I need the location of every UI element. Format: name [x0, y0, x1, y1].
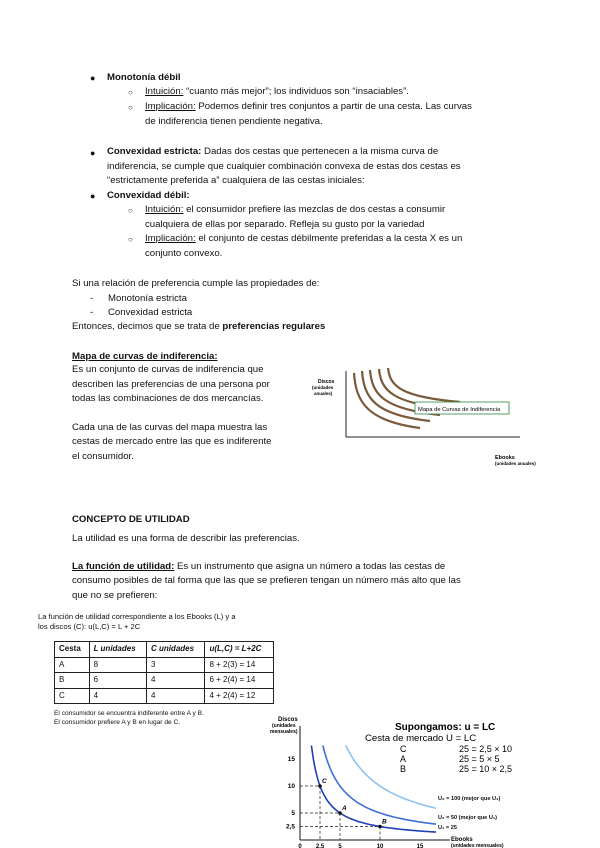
point-label-a: A: [342, 805, 347, 812]
table-cell: 4 + 2(4) = 12: [205, 688, 274, 704]
table-header-cell: u(L,C) = L+2C: [205, 642, 274, 658]
regulares-item-1: Monotonía estricta: [108, 293, 187, 304]
y-tick-label: 10: [287, 783, 295, 790]
mapa-p1-2: describen las preferencias de una persona por: [72, 379, 270, 390]
tabla-caption-2: los discos (C): u(L,C) = L + 2C: [38, 622, 141, 631]
dash-bullet: -: [90, 293, 94, 304]
curve-u1: [311, 746, 436, 833]
map-ylabel-2: (unidades: [312, 385, 334, 390]
table-cell: 4: [89, 688, 146, 704]
regulares-item-2: Convexidad estricta: [108, 307, 193, 318]
table-row: [55, 657, 274, 673]
convexidad-debil-item-1: Intuición: el consumidor prefiere las mezclas de dos cestas a consumir: [145, 204, 446, 215]
x-tick-label: 0: [298, 844, 302, 848]
convexidad-debil-item-1-cont: cualquiera de ellas por separado. Refleja su gusto por la variedad: [145, 219, 425, 230]
map-xlabel-1: Ebooks: [495, 455, 515, 461]
mapa-p2-1: Cada una de las curvas del mapa muestra las: [72, 422, 268, 433]
bullet-icon: ●: [90, 191, 96, 201]
regulares-intro: Si una relación de preferencia cumple las propiedades de:: [72, 278, 320, 289]
monotonia-item-1: Intuición: “cuanto más mejor”; los individuos son “insaciables”.: [145, 86, 409, 97]
curve-label-u2: U₂ = 50 (mejor que U₁): [438, 815, 498, 821]
table-cell: 8: [89, 657, 146, 673]
map-ylabel-3: anuales): [314, 391, 333, 396]
table-header-row: [55, 642, 274, 658]
x-tick-label: 2,5: [315, 844, 325, 848]
curve-label-u3: U₃ = 100 (mejor que U₂): [438, 796, 501, 802]
cesta-header: Cesta de mercado U = LC: [365, 733, 477, 744]
table-header-cell: L unidades: [89, 642, 146, 658]
monotonia-item-2: Implicación: Podemos definir tres conjuntos a partir de una cesta. Las curvas: [145, 101, 472, 112]
convexidad-estricta-line-2: indiferencia, se cumple que cualquier combinación convexa de estas dos cestas es: [107, 161, 461, 172]
dash-bullet: -: [90, 307, 94, 318]
circle-bullet-icon: ○: [128, 103, 133, 112]
table-row: [55, 688, 274, 704]
convexidad-debil-title: Convexidad débil:: [107, 190, 190, 201]
suponer-label: Supongamos: u = LC: [395, 722, 496, 733]
map-box-label: Mapa de Curvas de Indiferencia: [418, 407, 501, 413]
table-cell: 6 + 2(4) = 14: [205, 673, 274, 689]
tabla-note-2: El consumidor prefiere A y B en lugar de C.: [54, 719, 181, 726]
map-ylabel-1: Discos: [318, 379, 335, 385]
tabla-note-1: El consumidor se encuentra indiferente entre A y B.: [54, 710, 204, 717]
convexidad-debil-item-2-cont: conjunto convexo.: [145, 248, 223, 259]
cesta-b-eq: 25 = 10 × 2,5: [459, 764, 513, 774]
mapa-p1-3: todas las combinaciones de dos mercancías.: [72, 393, 264, 404]
table-cell: B: [55, 673, 90, 689]
x-tick-label: 5: [338, 844, 342, 848]
chart-xlabel-1: Ebooks: [451, 837, 473, 843]
mapa-heading: Mapa de curvas de indiferencia:: [72, 351, 218, 362]
tabla-caption-1: La función de utilidad correspondiente a los Ebooks (L) y a: [38, 612, 236, 621]
table-cell: A: [55, 657, 90, 673]
circle-bullet-icon: ○: [128, 88, 133, 97]
monotonia-title: Monotonía débil: [107, 72, 181, 83]
chart-xlabel-2: (unidades mensuales): [451, 843, 504, 848]
table-cell: 4: [146, 688, 205, 704]
y-tick-label: 15: [287, 756, 295, 763]
indifference-map-figure: [310, 365, 536, 473]
cesta-c-name: C: [400, 744, 407, 754]
x-tick-label: 15: [416, 844, 424, 848]
bullet-icon: ●: [90, 148, 96, 158]
table-cell: 3: [146, 657, 205, 673]
table-cell: 6: [89, 673, 146, 689]
chart-ylabel-3: mensuales): [270, 729, 298, 735]
cesta-a-name: A: [400, 754, 407, 764]
circle-bullet-icon: ○: [128, 235, 133, 244]
map-xlabel-2: (unidades anuales): [495, 461, 536, 466]
mapa-p2-3: el consumidor.: [72, 451, 134, 462]
cesta-c-eq: 25 = 2,5 × 10: [459, 744, 513, 754]
utilidad-func-para: La función de utilidad: Es un instrumento que asigna un número a todas las cestas de: [72, 561, 446, 572]
y-tick-label: 5: [291, 810, 295, 817]
table-header-cell: C unidades: [146, 642, 205, 658]
point-label-b: B: [382, 818, 387, 826]
regulares-conclusion: Entonces, decimos que se trata de preferencias regulares: [72, 321, 326, 332]
table-cell: C: [55, 688, 90, 704]
table-cell: 8 + 2(3) = 14: [205, 657, 274, 673]
convexidad-debil-item-2: Implicación: el conjunto de cestas débilmente preferidas a la cesta X es un: [145, 233, 463, 244]
mapa-p2-2: cestas de mercado entre las que es indiferente: [72, 436, 272, 447]
utilidad-intro: La utilidad es una forma de describir las preferencias.: [72, 533, 300, 544]
mapa-p1-1: Es un conjunto de curvas de indiferencia que: [72, 364, 264, 375]
curve-label-u1: U₁ = 25: [438, 825, 457, 831]
circle-bullet-icon: ○: [128, 206, 133, 215]
table-cell: 4: [146, 673, 205, 689]
utilidad-func-line-3: que no se prefieren:: [72, 590, 158, 601]
utilidad-func-line-2: consumo posibles de tal forma que las que se prefieren tengan un número más alto que las: [72, 575, 461, 586]
convexidad-estricta-para: Convexidad estricta: Dadas dos cestas que pertenecen a la misma curva de: [107, 146, 439, 157]
monotonia-item-2-cont: de indiferencia tienen pendiente negativa.: [145, 116, 323, 127]
chart-ylabel-1: Discos: [278, 717, 298, 723]
utilidad-heading: CONCEPTO DE UTILIDAD: [72, 514, 190, 525]
curve-u3: [346, 746, 436, 809]
chart-ylabel-2: (unidades: [272, 723, 296, 729]
x-tick-label: 10: [376, 844, 384, 848]
point-label-c: C: [322, 778, 327, 785]
table-row: [55, 673, 274, 689]
bullet-icon: ●: [90, 73, 96, 83]
convexidad-estricta-line-3: “estrictamente preferida a” cualquiera de las cestas iniciales:: [107, 175, 365, 186]
y-tick-label: 2,5: [285, 823, 295, 831]
cesta-a-eq: 25 = 5 × 5: [459, 754, 500, 764]
cesta-b-name: B: [400, 764, 407, 774]
utility-table: [54, 641, 274, 704]
utility-lc-chart: [250, 712, 540, 848]
table-header-cell: Cesta: [55, 642, 90, 658]
